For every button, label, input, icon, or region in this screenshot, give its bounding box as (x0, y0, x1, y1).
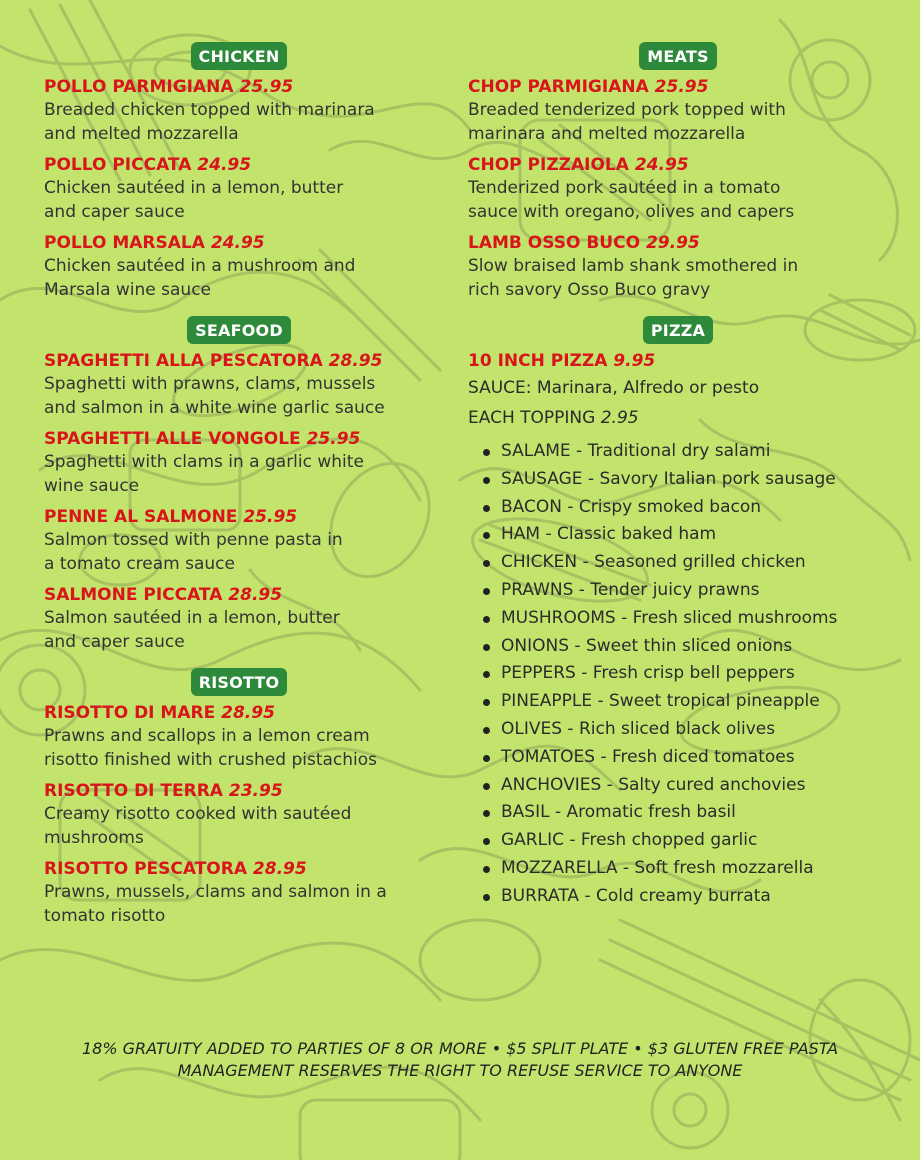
topping-item: ONIONS - Sweet thin sliced onions (480, 633, 888, 661)
item-price: 23.95 (228, 781, 283, 801)
item-name: RISOTTO PESCATORA (44, 859, 247, 879)
item-title (44, 506, 434, 528)
topping-item: GARLIC - Fresh chopped garlic (480, 827, 888, 855)
bullet-icon (483, 755, 490, 762)
item-title (44, 584, 434, 606)
menu-item (44, 232, 434, 302)
bullet-icon (483, 644, 490, 651)
item-title (468, 154, 888, 176)
item-name: LAMB OSSO BUCO (468, 233, 641, 253)
footer-policies: 18% GRATUITY ADDED TO PARTIES OF 8 OR MORE • $5 SPLIT PLATE • $3 GLUTEN FREE PASTA (81, 1039, 839, 1058)
pizza-sauce: SAUCE: Marinara, Alfredo or pesto (468, 378, 760, 398)
topping-item: TOMATOES - Fresh diced tomatoes (480, 744, 888, 772)
item-name: POLLO PARMIGIANA (44, 77, 234, 97)
pizza-topping-price: EACH TOPPING 2.95 (468, 408, 639, 428)
bullet-icon (483, 810, 490, 817)
item-title (44, 232, 434, 254)
bullet-icon (483, 477, 490, 484)
bullet-icon (483, 616, 490, 623)
item-description: Breaded chicken topped with marinara and melted mozzarella (44, 100, 375, 144)
topping-item: PINEAPPLE - Sweet tropical pineapple (480, 688, 888, 716)
item-description: Spaghetti with prawns, clams, mussels and salmon in a white wine garlic sauce (44, 374, 385, 418)
menu-item (44, 584, 434, 654)
item-price: 25.95 (654, 77, 709, 97)
item-description: Breaded tenderized pork topped with marinara and melted mozzarella (468, 100, 786, 144)
item-description: Spaghetti with clams in a garlic white wine sauce (44, 452, 364, 496)
topping-item: PRAWNS - Tender juicy prawns (480, 577, 888, 605)
menu-item (44, 858, 434, 928)
pizza-badge: PIZZA (643, 316, 713, 344)
item-title (468, 232, 888, 254)
item-title (44, 780, 434, 802)
bullet-icon (483, 560, 490, 567)
menu-item (44, 76, 434, 146)
right-column (468, 42, 888, 925)
item-price: 24.95 (210, 233, 265, 253)
item-name: CHOP PARMIGIANA (468, 77, 649, 97)
menu-item (468, 232, 888, 302)
menu-item (468, 76, 888, 146)
topping-item: OLIVES - Rich sliced black olives (480, 716, 888, 744)
menu-item (44, 154, 434, 224)
item-price: 28.95 (221, 703, 275, 723)
menu-item (44, 780, 434, 850)
item-title (44, 858, 434, 880)
risotto-badge: RISOTTO (191, 668, 288, 696)
topping-item: BASIL - Aromatic fresh basil (480, 799, 888, 827)
footer-management: MANAGEMENT RESERVES THE RIGHT TO REFUSE SERVICE TO ANYONE (177, 1061, 743, 1080)
footer (0, 1038, 920, 1082)
menu-item (468, 154, 888, 224)
topping-item: MUSHROOMS - Fresh sliced mushrooms (480, 605, 888, 633)
menu-item (44, 506, 434, 576)
seafood-badge: SEAFOOD (187, 316, 291, 344)
topping-item: SAUSAGE - Savory Italian pork sausage (480, 466, 888, 494)
item-description: Slow braised lamb shank smothered in rich savory Osso Buco gravy (468, 256, 799, 300)
item-name: POLLO MARSALA (44, 233, 205, 253)
item-name: PENNE AL SALMONE (44, 507, 238, 527)
chicken-section (44, 42, 434, 302)
topping-item: BURRATA - Cold creamy burrata (480, 883, 888, 911)
item-description: Tenderized pork sautéed in a tomato sauce with oregano, olives and capers (468, 178, 795, 222)
item-title (468, 76, 888, 98)
item-price: 25.95 (306, 429, 361, 449)
item-price: 29.95 (645, 233, 700, 253)
item-name: SALMONE PICCATA (44, 585, 223, 605)
item-description: Salmon tossed with penne pasta in a tomato cream sauce (44, 530, 343, 574)
meats-section (468, 42, 888, 302)
topping-item: SALAME - Traditional dry salami (480, 438, 888, 466)
item-price: 25.95 (243, 507, 298, 527)
item-price: 25.95 (239, 77, 294, 97)
item-price: 24.95 (634, 155, 689, 175)
menu-item (44, 350, 434, 420)
topping-item: MOZZARELLA - Soft fresh mozzarella (480, 855, 888, 883)
item-name: SPAGHETTI ALLE VONGOLE (44, 429, 301, 449)
item-title (44, 428, 434, 450)
bullet-icon (483, 866, 490, 873)
item-description: Salmon sautéed in a lemon, butter and caper sauce (44, 608, 340, 652)
seafood-section (44, 316, 434, 654)
bullet-icon (483, 449, 490, 456)
left-column (44, 42, 434, 942)
item-description: Chicken sautéed in a lemon, butter and caper sauce (44, 178, 344, 222)
item-description: Prawns and scallops in a lemon cream risotto finished with crushed pistachios (44, 726, 378, 770)
item-price: 28.95 (252, 859, 307, 879)
item-title (44, 76, 434, 98)
item-title (44, 350, 434, 372)
topping-item: ANCHOVIES - Salty cured anchovies (480, 772, 888, 800)
item-name: 10 INCH PIZZA (468, 351, 608, 371)
menu-item (44, 428, 434, 498)
item-name: RISOTTO DI MARE (44, 703, 216, 723)
chicken-badge: CHICKEN (191, 42, 288, 70)
item-title (44, 154, 434, 176)
toppings-list (468, 438, 888, 911)
item-price: 28.95 (328, 351, 383, 371)
item-description: Prawns, mussels, clams and salmon in a tomato risotto (44, 882, 387, 926)
topping-item: CHICKEN - Seasoned grilled chicken (480, 549, 888, 577)
item-price: 28.95 (228, 585, 283, 605)
menu-item (44, 702, 434, 772)
meats-badge: MEATS (639, 42, 716, 70)
item-title (44, 702, 434, 724)
bullet-icon (483, 671, 490, 678)
item-name: POLLO PICCATA (44, 155, 192, 175)
bullet-icon (483, 838, 490, 845)
item-name: SPAGHETTI ALLA PESCATORA (44, 351, 323, 371)
item-name: RISOTTO DI TERRA (44, 781, 223, 801)
bullet-icon (483, 727, 490, 734)
bullet-icon (483, 699, 490, 706)
item-description: Creamy risotto cooked with sautéed mushrooms (44, 804, 352, 848)
topping-item: HAM - Classic baked ham (480, 521, 888, 549)
item-name: CHOP PIZZAIOLA (468, 155, 629, 175)
topping-item: BACON - Crispy smoked bacon (480, 494, 888, 522)
item-description: Chicken sautéed in a mushroom and Marsala wine sauce (44, 256, 356, 300)
item-price: 9.95 (613, 351, 656, 371)
bullet-icon (483, 532, 490, 539)
bullet-icon (483, 783, 490, 790)
topping-item: PEPPERS - Fresh crisp bell peppers (480, 660, 888, 688)
bullet-icon (483, 505, 490, 512)
pizza-title (468, 350, 888, 372)
bullet-icon (483, 588, 490, 595)
item-price: 24.95 (197, 155, 252, 175)
bullet-icon (483, 894, 490, 901)
risotto-section (44, 668, 434, 928)
pizza-section (468, 316, 888, 911)
